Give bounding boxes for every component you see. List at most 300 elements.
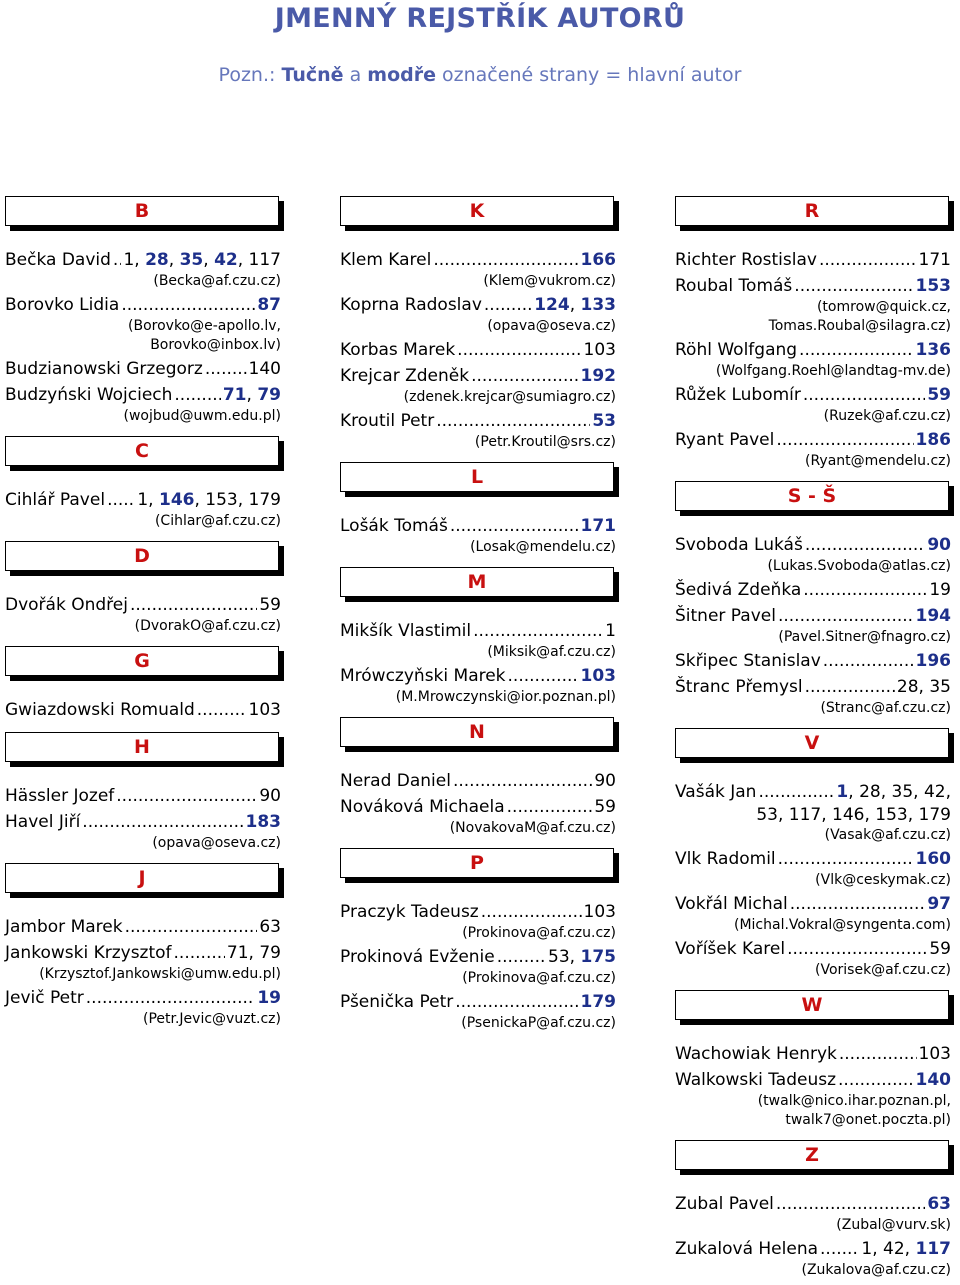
- entry-row: [340, 795, 616, 819]
- index-entry: [675, 847, 951, 892]
- leader-dots: [787, 937, 927, 961]
- index-entry: [5, 488, 281, 533]
- page-main-page: 103: [580, 666, 616, 686]
- author-name: Nerad Daniel: [340, 771, 451, 791]
- section-header: J: [5, 863, 279, 893]
- leader-dots: [820, 1237, 859, 1261]
- author-email: (Becka@af.czu.cz): [153, 273, 281, 289]
- page-numbers: [916, 1068, 952, 1092]
- note-bold-1: Tučně: [281, 64, 344, 86]
- author-email: (twalk@nico.ihar.poznan.pl, twalk7@onet.poczta.pl): [757, 1093, 951, 1128]
- index-entry: [675, 338, 951, 383]
- section-header: L: [340, 462, 614, 492]
- author-email: (PsenickaP@af.czu.cz): [461, 1015, 616, 1031]
- leader-dots: [174, 941, 225, 965]
- author-name: Hässler Jozef: [5, 786, 115, 806]
- entry-spacer: [675, 718, 951, 720]
- note-prefix: Pozn.:: [218, 64, 282, 86]
- note-bold-2: modře: [367, 64, 436, 86]
- index-entry: [340, 769, 616, 795]
- page-title: JMENNÝ REJSTŘÍK AUTORŮ: [274, 3, 686, 34]
- author-email: (Zukalova@af.czu.cz): [801, 1262, 951, 1278]
- entry-row: [5, 593, 281, 617]
- entry-row: [340, 900, 616, 924]
- author-name: Walkowski Tadeusz: [675, 1070, 837, 1090]
- author-name: Richter Rostislav: [675, 250, 817, 270]
- section-header: C: [5, 436, 279, 466]
- index-entry: [675, 1237, 951, 1282]
- page-main-page: 63: [927, 1194, 951, 1214]
- entry-spacer: [675, 1130, 951, 1132]
- section-header: K: [340, 196, 614, 226]
- entry-spacer: [5, 531, 281, 533]
- leader-dots: [776, 1192, 925, 1216]
- section-header: R: [675, 196, 949, 226]
- page-main-page: 136: [915, 340, 951, 360]
- page-numbers: [927, 1192, 951, 1216]
- section-header: V: [675, 728, 949, 758]
- entry-spacer: [5, 636, 281, 638]
- leader-dots: [473, 619, 603, 643]
- entry-row: [675, 892, 951, 916]
- page-numbers: [916, 604, 952, 628]
- author-email: (Klem@vukrom.cz): [483, 273, 616, 289]
- index-entry: [675, 892, 951, 937]
- index-column-3: [675, 196, 951, 1282]
- entry-row: [5, 784, 281, 808]
- page-numbers: [916, 649, 952, 673]
- author-name: Zubal Pavel: [675, 1194, 774, 1214]
- section-header: P: [340, 848, 614, 878]
- leader-dots: [130, 593, 257, 617]
- author-name: Dvořák Ondřej: [5, 595, 128, 615]
- author-email: (Zubal@vurv.sk): [836, 1217, 951, 1233]
- entry-row: [5, 698, 281, 722]
- author-email: (Lukas.Svoboda@atlas.cz): [767, 558, 951, 574]
- author-name: Bečka David: [5, 250, 111, 270]
- leader-dots: [508, 664, 579, 688]
- page-main-page: 194: [915, 606, 951, 626]
- entry-row: [675, 383, 951, 407]
- entry-row: [675, 780, 951, 804]
- index-entry: [340, 945, 616, 990]
- leader-dots: [453, 769, 592, 793]
- author-name: Havel Jiří: [5, 812, 81, 832]
- page-numbers: 1, 28, 35, 42, 117: [123, 250, 281, 270]
- entry-row: [5, 915, 281, 939]
- page-numbers: [927, 383, 951, 407]
- author-email: (opava@oseva.cz): [152, 835, 281, 851]
- leader-dots: [776, 428, 913, 452]
- index-entry: [675, 649, 951, 675]
- author-name: Koprna Radoslav: [340, 295, 482, 315]
- page-numbers: [246, 810, 282, 834]
- leader-dots: [455, 990, 578, 1014]
- index-entry: [340, 293, 616, 338]
- author-name: Šitner Pavel: [675, 606, 776, 626]
- entry-row: [675, 1068, 951, 1092]
- index-entry: [675, 1068, 951, 1132]
- page-numbers: 171: [918, 250, 951, 270]
- section-header: D: [5, 541, 279, 571]
- author-email: (DvorakO@af.czu.cz): [134, 618, 281, 634]
- entry-row: [5, 357, 281, 381]
- entry-row: [340, 990, 616, 1014]
- page-numbers: [927, 533, 951, 557]
- author-name: Wachowiak Henryk: [675, 1044, 837, 1064]
- entry-row: [675, 1192, 951, 1216]
- index-entry: [675, 604, 951, 649]
- section-header: H: [5, 732, 279, 762]
- index-entry: [340, 248, 616, 293]
- entry-row: [675, 248, 951, 272]
- entry-row: [340, 293, 616, 317]
- leader-dots: [471, 364, 578, 388]
- page-main-page: 59: [927, 385, 951, 405]
- leader-dots: [205, 357, 247, 381]
- author-email: (Prokinova@af.czu.cz): [462, 925, 616, 941]
- author-name: Praczyk Tadeusz: [340, 902, 479, 922]
- index-entry: [675, 533, 951, 578]
- entry-spacer: [340, 838, 616, 840]
- leader-dots: [839, 1042, 917, 1066]
- entry-spacer: [5, 722, 281, 724]
- page-numbers: 59: [594, 797, 616, 817]
- section-header: N: [340, 717, 614, 747]
- index-entry: [340, 619, 616, 664]
- index-entry: [340, 338, 616, 364]
- page-main-page: 160: [915, 849, 951, 869]
- entry-row: [5, 941, 281, 965]
- page-numbers: 59: [259, 595, 281, 615]
- index-entry: [340, 990, 616, 1035]
- author-email: (Stranc@af.czu.cz): [820, 700, 951, 716]
- author-email: (Ryant@mendelu.cz): [805, 453, 951, 469]
- page-main-page: 79: [257, 385, 281, 405]
- leader-dots: [125, 915, 258, 939]
- leader-dots: [86, 986, 256, 1010]
- page-main-page: 35: [179, 250, 204, 270]
- author-name: Mrówczyňski Marek: [340, 666, 506, 686]
- page-numbers: 103: [248, 700, 281, 720]
- page-main-page: 19: [257, 988, 281, 1008]
- author-name: Voříšek Karel: [675, 939, 786, 959]
- section-header: S - Š: [675, 481, 949, 511]
- page-main-page: 117: [915, 1239, 951, 1259]
- entry-row: [5, 810, 281, 834]
- page-numbers: 1: [605, 621, 616, 641]
- index-entry: [675, 1042, 951, 1068]
- entry-spacer: [340, 1033, 616, 1035]
- index-column-1: [5, 196, 281, 1031]
- entry-spacer: [5, 853, 281, 855]
- page-main-page: 53: [592, 411, 616, 431]
- page-main-page: 124: [534, 295, 570, 315]
- index-entry: [675, 428, 951, 473]
- entry-spacer: [5, 1029, 281, 1031]
- page-main-page: 42: [214, 250, 238, 270]
- author-name: Klem Karel: [340, 250, 432, 270]
- entry-row: [675, 1042, 951, 1066]
- author-name: Lošák Tomáš: [340, 516, 448, 536]
- entry-row: [675, 675, 951, 699]
- page-main-page: 90: [927, 535, 951, 555]
- index-entry: [675, 248, 951, 274]
- page-numbers: 59: [929, 939, 951, 959]
- index-entry: [675, 383, 951, 428]
- leader-dots: [778, 604, 914, 628]
- entry-spacer: [340, 452, 616, 454]
- author-name: Pšenička Petr: [340, 992, 454, 1012]
- leader-dots: [805, 675, 895, 699]
- index-entry: [340, 514, 616, 559]
- section-header: W: [675, 990, 949, 1020]
- author-email: (Cihlar@af.czu.cz): [154, 513, 281, 529]
- author-name: Vašák Jan: [675, 782, 757, 802]
- author-name: Jevič Petr: [5, 988, 84, 1008]
- leader-dots: [799, 338, 913, 362]
- page-numbers: 103: [583, 902, 616, 922]
- page-numbers: [916, 274, 952, 298]
- author-name: Mikšík Vlastimil: [340, 621, 472, 641]
- index-entry: [340, 364, 616, 409]
- entry-row: [675, 1237, 951, 1261]
- entry-row: [675, 847, 951, 871]
- entry-row: [675, 533, 951, 557]
- page-numbers: [581, 514, 617, 538]
- author-name: Krejcar Zdeněk: [340, 366, 470, 386]
- index-entry: [5, 357, 281, 383]
- index-entry: [675, 578, 951, 604]
- index-entry: [5, 810, 281, 855]
- entry-row: [675, 937, 951, 961]
- leader-dots: [803, 383, 925, 407]
- entry-row: [5, 248, 281, 272]
- page-numbers: 103: [583, 340, 616, 360]
- author-name: Nováková Michaela: [340, 797, 505, 817]
- leader-dots: [121, 293, 255, 317]
- entry-row: [5, 488, 281, 512]
- leader-dots: [823, 649, 914, 673]
- author-email: (Borovko@e-apollo.lv, Borovko@inbox.lv): [128, 318, 281, 353]
- leader-dots: [450, 514, 579, 538]
- author-name: Zukalová Helena: [675, 1239, 819, 1259]
- page-main-page: 186: [915, 430, 951, 450]
- index-entry: [675, 937, 951, 982]
- leader-dots: [819, 248, 917, 272]
- page-numbers: [257, 293, 281, 317]
- index-entry: [5, 248, 281, 293]
- author-name: Skřipec Stanislav: [675, 651, 821, 671]
- page-numbers: [581, 664, 617, 688]
- page-numbers: 28, 35: [896, 677, 951, 697]
- index-entry: [340, 664, 616, 709]
- section-header: G: [5, 646, 279, 676]
- entry-spacer: [675, 1280, 951, 1282]
- page-numbers: 90: [594, 771, 616, 791]
- page-numbers: [916, 847, 952, 871]
- index-entry: [5, 915, 281, 941]
- page-main-page: 166: [580, 250, 616, 270]
- entry-spacer: [675, 980, 951, 982]
- page-main-page: 140: [915, 1070, 951, 1090]
- entry-row: [340, 664, 616, 688]
- page-numbers: [581, 990, 617, 1014]
- author-email: (NovakovaM@af.czu.cz): [449, 820, 616, 836]
- leader-dots: [107, 488, 135, 512]
- entry-row: [340, 248, 616, 272]
- page-numbers: [581, 248, 617, 272]
- page-numbers: 1, 42, 117: [861, 1239, 951, 1259]
- page-numbers: 63: [259, 917, 281, 937]
- leader-dots: [481, 900, 582, 924]
- author-email: (Vlk@ceskymak.cz): [815, 872, 951, 888]
- page-main-page: 97: [927, 894, 951, 914]
- page-numbers: [927, 892, 951, 916]
- page-numbers: 53, 175: [548, 947, 616, 967]
- author-name: Korbas Marek: [340, 340, 456, 360]
- page-main-page: 133: [580, 295, 616, 315]
- page-numbers: [581, 364, 617, 388]
- author-name: Ryant Pavel: [675, 430, 775, 450]
- entry-row: [340, 338, 616, 362]
- page-main-page: 71: [222, 385, 247, 405]
- page-numbers: 90: [259, 786, 281, 806]
- author-email: (Miksik@af.czu.cz): [487, 644, 616, 660]
- entry-row: [5, 986, 281, 1010]
- index-entry: [5, 784, 281, 810]
- entry-row: [340, 364, 616, 388]
- page-main-page: 153: [915, 276, 951, 296]
- leader-dots: [507, 795, 593, 819]
- leader-dots: [805, 533, 926, 557]
- author-email: (Petr.Kroutil@srs.cz): [474, 434, 616, 450]
- page-main-page: 179: [580, 992, 616, 1012]
- leader-dots: [497, 945, 546, 969]
- entry-row: [5, 383, 281, 407]
- index-entry: [340, 409, 616, 454]
- author-name: Jankowski Krzysztof: [5, 943, 172, 963]
- author-name: Röhl Wolfgang: [675, 340, 798, 360]
- author-name: Růžek Lubomír: [675, 385, 801, 405]
- page-numbers: [916, 338, 952, 362]
- page-numbers: 140: [248, 359, 281, 379]
- page-numbers: 1, 146, 153, 179: [137, 490, 281, 510]
- index-entry: [5, 593, 281, 638]
- page-main-page: 183: [245, 812, 281, 832]
- author-email: (wojbud@uwm.edu.pl): [123, 408, 281, 424]
- entry-row: [340, 409, 616, 433]
- entry-spacer: [5, 426, 281, 428]
- author-name: Roubal Tomáš: [675, 276, 793, 296]
- index-entry: [675, 1192, 951, 1237]
- entry-row: [675, 578, 951, 602]
- author-email: (Losak@mendelu.cz): [470, 539, 616, 555]
- author-name: Štranc Přemysl: [675, 677, 803, 697]
- entry-row: [340, 769, 616, 793]
- author-email: (M.Mrowczynski@ior.poznan.pl): [395, 689, 616, 705]
- index-entry: [5, 383, 281, 428]
- page-numbers: 1, 28, 35, 42,: [836, 782, 951, 802]
- page-main-page: 196: [915, 651, 951, 671]
- leader-dots: [113, 248, 122, 272]
- author-email: (Ruzek@af.czu.cz): [823, 408, 951, 424]
- leader-dots: [803, 578, 927, 602]
- entry-row: [675, 338, 951, 362]
- index-entry: [5, 986, 281, 1031]
- index-entry: [340, 795, 616, 840]
- entry-row: [675, 649, 951, 673]
- note-middle: a: [343, 64, 368, 86]
- index-entry: [340, 900, 616, 945]
- section-header: Z: [675, 1140, 949, 1170]
- page-main-page: 192: [580, 366, 616, 386]
- author-email: (opava@oseva.cz): [487, 318, 616, 334]
- author-email: (tomrow@quick.cz, Tomas.Roubal@silagra.cz): [768, 299, 951, 334]
- author-name: Budzianowski Grzegorz: [5, 359, 203, 379]
- entry-row: [675, 428, 951, 452]
- author-name: Prokinová Evženie: [340, 947, 495, 967]
- author-email: (Krzysztof.Jankowski@umw.edu.pl): [39, 966, 281, 982]
- author-name: Budzyński Wojciech: [5, 385, 173, 405]
- leader-dots: [436, 409, 590, 433]
- index-column-2: [340, 196, 616, 1035]
- page-numbers: 103: [918, 1044, 951, 1064]
- author-name: Gwiazdowski Romuald: [5, 700, 195, 720]
- author-email: (Vorisek@af.czu.cz): [815, 962, 951, 978]
- page-main-page: 1: [836, 782, 849, 802]
- page-main-page: 87: [257, 295, 281, 315]
- author-email: (Pavel.Sitner@fnagro.cz): [778, 629, 951, 645]
- author-email: (Michal.Vokral@syngenta.com): [733, 917, 951, 933]
- entry-row: [5, 293, 281, 317]
- entry-spacer: [675, 471, 951, 473]
- author-email: (Petr.Jevic@vuzt.cz): [143, 1011, 281, 1027]
- entry-spacer: [340, 707, 616, 709]
- page-numbers-continued: 53, 117, 146, 153, 179: [756, 805, 951, 825]
- page-numbers: 71, 79: [226, 943, 281, 963]
- leader-dots: [794, 274, 913, 298]
- index-entry: [675, 274, 951, 338]
- page-main-page: 175: [580, 947, 616, 967]
- page-numbers: 124, 133: [534, 295, 616, 315]
- index-entry: [5, 293, 281, 357]
- leader-dots: [758, 780, 834, 804]
- index-entry: [675, 675, 951, 720]
- entry-row: [675, 274, 951, 298]
- author-name: Cihlář Pavel: [5, 490, 106, 510]
- author-name: Svoboda Lukáš: [675, 535, 803, 555]
- author-email: (Wolfgang.Roehl@landtag-mv.de): [715, 363, 951, 379]
- note-suffix: označené strany = hlavní autor: [435, 64, 742, 86]
- leader-dots: [790, 892, 926, 916]
- author-name: Vlk Radomil: [675, 849, 776, 869]
- author-name: Borovko Lidia: [5, 295, 120, 315]
- page-numbers: 19: [929, 580, 951, 600]
- page-numbers: [257, 986, 281, 1010]
- author-name: Kroutil Petr: [340, 411, 435, 431]
- author-email: (Prokinova@af.czu.cz): [462, 970, 616, 986]
- section-header: B: [5, 196, 279, 226]
- entry-row: [340, 945, 616, 969]
- leader-dots: [484, 293, 532, 317]
- note-subtitle: [0, 64, 960, 86]
- leader-dots: [778, 847, 914, 871]
- index-entry: [5, 698, 281, 724]
- author-name: Vokřál Michal: [675, 894, 788, 914]
- index-entry: [675, 780, 951, 847]
- leader-dots: [116, 784, 257, 808]
